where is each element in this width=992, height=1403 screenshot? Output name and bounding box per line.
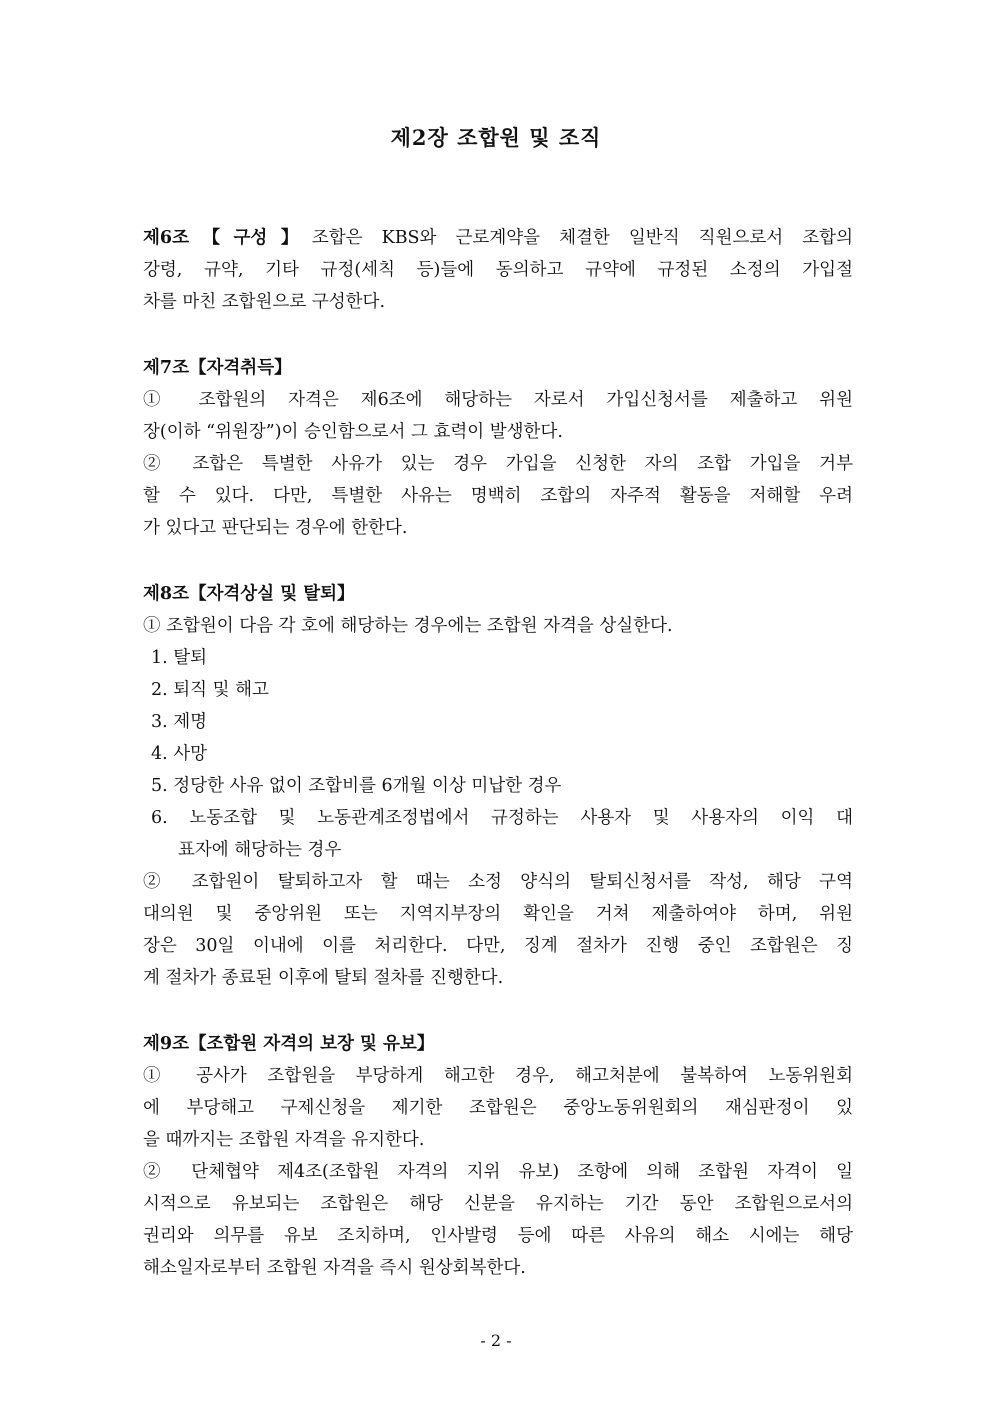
article-number: 제7조	[143, 358, 189, 378]
clause-text: 에 부당해고 구제신청을 제기한 조합원은 중앙노동위원회의 재심판정이 있	[143, 1098, 853, 1118]
clause-text: 할 수 있다. 다만, 특별한 사유는 명백히 조합의 자주적 활동을 저해할 우려	[143, 486, 853, 506]
list-item: 6. 노동조합 및 노동관계조정법에서 규정하는 사용자 및 사용자의 이익 대	[151, 808, 853, 828]
article-number: 제8조	[143, 584, 189, 604]
article-heading	[143, 352, 853, 384]
clause-text: 대의원 및 중앙위원 또는 지역지부장의 확인을 거쳐 제출하여야 하며, 위원	[143, 904, 853, 924]
clause-text: 을 때까지는 조합원 자격을 유지한다.	[143, 1130, 425, 1150]
chapter-title: 제2장 조합원 및 조직	[390, 125, 602, 150]
clause-text: 계 절차가 종료된 이후에 탈퇴 절차를 진행한다.	[143, 968, 504, 988]
clause-text: ① 조합원의 자격은 제6조에 해당하는 자로서 가입신청서를 제출하고 위원	[143, 390, 853, 410]
article-text: 차를 마친 조합원으로 구성한다.	[143, 292, 386, 312]
document-body	[143, 222, 853, 1318]
clause-text: 권리와 의무를 유보 조치하며, 인사발령 등에 따른 사유의 해소 시에는 해당	[143, 1226, 853, 1246]
list-item: 5. 정당한 사유 없이 조합비를 6개월 이상 미납한 경우	[151, 776, 562, 796]
list-item: 4. 사망	[151, 744, 208, 764]
clause-text: ② 조합은 특별한 사유가 있는 경우 가입을 신청한 자의 조합 가입을 거부	[143, 454, 853, 474]
article-6-line-1	[143, 222, 853, 254]
article-heading	[143, 1028, 853, 1060]
clause-text: ② 조합원이 탈퇴하고자 할 때는 소정 양식의 탈퇴신청서를 작성, 해당 구역	[143, 872, 853, 892]
page-number: - 2 -	[480, 1331, 512, 1350]
article-6	[143, 222, 853, 318]
article-title: 【구성】	[189, 228, 312, 248]
clause-text: ① 공사가 조합원을 부당하게 해고한 경우, 해고처분에 불복하여 노동위원회	[143, 1066, 853, 1086]
article-number: 제9조	[143, 1034, 189, 1054]
article-title: 【자격취득】	[189, 358, 292, 378]
article-7	[143, 352, 853, 544]
list-item: 3. 제명	[151, 712, 208, 732]
clause-text: 장(이하 “위원장”)이 승인함으로서 그 효력이 발생한다.	[143, 422, 563, 442]
article-text: 조합은 KBS와 근로계약을 체결한 일반직 직원으로서 조합의	[311, 228, 853, 248]
clause-text: ② 단체협약 제4조(조합원 자격의 지위 유보) 조항에 의해 조합원 자격이 일	[143, 1162, 853, 1182]
clause-text: 시적으로 유보되는 조합원은 해당 신분을 유지하는 기간 동안 조합원으로서의	[143, 1194, 853, 1214]
clause-text: 장은 30일 이내에 이를 처리한다. 다만, 징계 절차가 진행 중인 조합원은 징	[143, 936, 853, 956]
clause-text: 가 있다고 판단되는 경우에 한한다.	[143, 518, 408, 538]
clause-text: 해소일자로부터 조합원 자격을 즉시 원상회복한다.	[143, 1258, 526, 1278]
article-9	[143, 1028, 853, 1284]
article-title: 【자격상실 및 탈퇴】	[189, 584, 355, 604]
article-title: 【조합원 자격의 보장 및 유보】	[189, 1034, 435, 1054]
article-number: 제6조	[143, 228, 189, 248]
article-heading	[143, 578, 853, 610]
list-item: 2. 퇴직 및 해고	[151, 680, 269, 700]
list-item: 1. 탈퇴	[151, 648, 208, 668]
article-8	[143, 578, 853, 994]
article-text: 강령, 규약, 기타 규정(세칙 등)들에 동의하고 규약에 규정된 소정의 가입절	[143, 260, 853, 280]
list-item-continuation: 표자에 해당하는 경우	[178, 840, 342, 860]
clause-text: ① 조합원이 다음 각 호에 해당하는 경우에는 조합원 자격을 상실한다.	[143, 616, 673, 636]
